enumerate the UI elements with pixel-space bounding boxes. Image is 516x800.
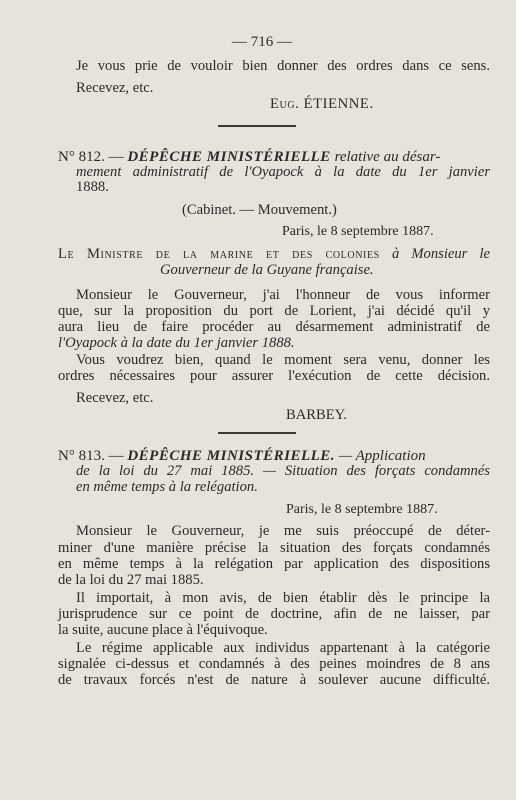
dispatch-subject: relative au désar-: [334, 149, 441, 165]
body-line: Le régime applicable aux individus appartenant à la catégorie: [76, 640, 490, 656]
body-line: Il importait, à mon avis, de bien établir dès le principe la: [76, 590, 490, 606]
body-line: aura lieu de faire procéder au désarmement administratif de: [58, 319, 490, 335]
addressee-line: Gouverneur de la Guyane française.: [160, 262, 374, 278]
addressee-sender: Le Ministre de la marine et des colonies: [58, 246, 380, 262]
body-line: Vous voudrez bien, quand le moment sera venu, donner les: [76, 352, 490, 368]
service-line: (Cabinet. — Mouvement.): [182, 202, 337, 218]
closing-formula: Recevez, etc.: [76, 80, 154, 96]
body-line: que, sur la proposition du port de Lorient, j'ai décidé qu'il y: [58, 303, 490, 319]
body-line: miner d'une manière précise la situation des forçats condamnés: [58, 540, 490, 556]
dispatch-number: N° 813.: [58, 448, 105, 464]
dash: —: [108, 149, 124, 165]
place-date: Paris, le 8 septembre 1887.: [286, 502, 438, 517]
dispatch-number: N° 812.: [58, 149, 105, 165]
place-date: Paris, le 8 septembre 1887.: [282, 224, 434, 239]
closing-formula: Recevez, etc.: [76, 390, 154, 406]
body-line: en même temps à la relégation par application des dispositions: [58, 556, 490, 572]
closing-text: Je vous prie de vouloir bien donner des ordres dans ce sens.: [76, 58, 490, 74]
body-line: la suite, aucune place à l'équivoque.: [58, 622, 268, 638]
body-line: de travaux forcés n'est de nature à soulever aucune difficulté.: [58, 672, 490, 688]
body-line: ordres nécessaires pour assurer l'exécution de cette décision.: [58, 368, 490, 384]
addressee-recipient: Monsieur le: [411, 246, 490, 262]
signature: BARBEY.: [286, 407, 347, 423]
dispatch-subject-line: en même temps à la relégation.: [76, 479, 258, 495]
signature: Eug. ÉTIENNE.: [270, 96, 374, 112]
dash: —: [108, 448, 124, 464]
separator-rule: [218, 125, 296, 127]
dispatch-subject-line: de la loi du 27 mai 1885. — Situation des forçats condamnés: [76, 463, 490, 479]
addressee-line: [58, 246, 490, 263]
dispatch-subject: — Application: [338, 448, 426, 464]
dispatch-subject-line: 1888.: [76, 179, 109, 195]
separator-rule: [218, 432, 296, 434]
addressee-prep: à: [391, 246, 400, 262]
body-line: Monsieur le Gouverneur, je me suis préoccupé de déter-: [76, 523, 490, 539]
body-line: de la loi du 27 mai 1885.: [58, 572, 204, 588]
dispatch-subject-line: mement administratif de l'Oyapock à la date du 1er janvier: [76, 164, 490, 180]
body-line: l'Oyapock à la date du 1er janvier 1888.: [58, 335, 295, 351]
body-line: signalée ci-dessus et condamnés à des peines moindres de 8 ans: [58, 656, 490, 672]
body-line: Monsieur le Gouverneur, j'ai l'honneur de vous informer: [76, 287, 490, 303]
page-number: — 716 —: [232, 34, 292, 50]
body-line: jurisprudence sur ce point de doctrine, afin de ne laisser, par: [58, 606, 490, 622]
dispatch-title: DÉPÊCHE MINISTÉRIELLE: [127, 149, 331, 165]
dispatch-title: DÉPÊCHE MINISTÉRIELLE.: [127, 448, 336, 464]
